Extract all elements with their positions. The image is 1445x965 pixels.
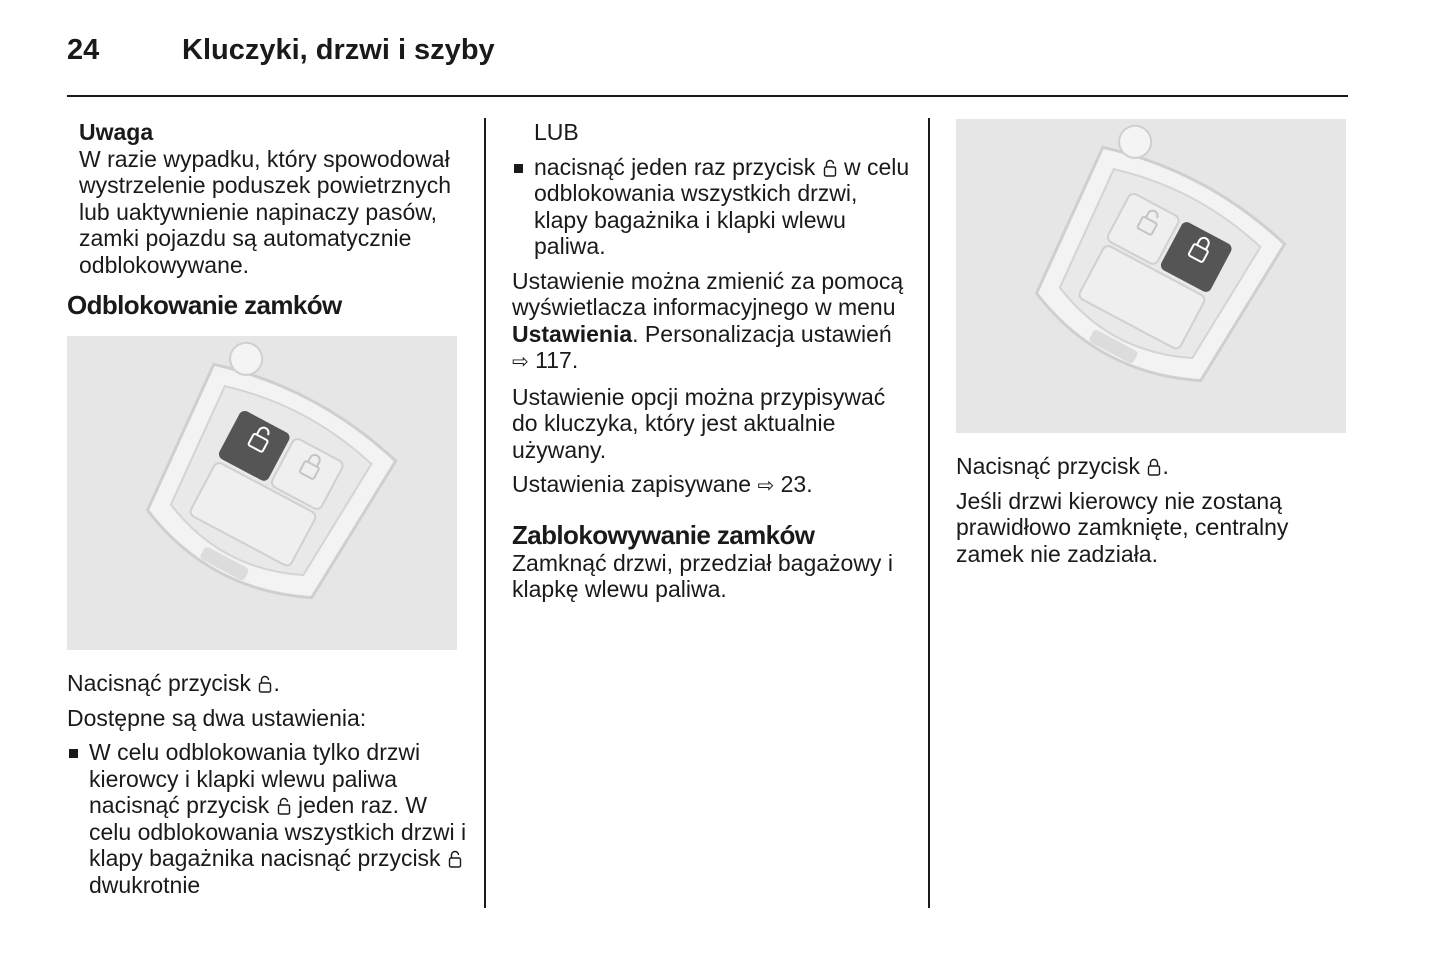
unlock-padlock-icon (258, 675, 272, 693)
bullet-square (514, 164, 523, 173)
unlock-padlock-icon (448, 850, 462, 868)
saved-settings-paragraph (512, 471, 912, 500)
chapter-title: Kluczyki, drzwi i szyby (182, 34, 495, 66)
press-button-text (67, 670, 467, 697)
assign-key-paragraph: Ustawienie opcji można przypisywać do kluczyka, który jest aktualnie używany. (512, 383, 886, 463)
settings-menu-name: Ustawienia (512, 320, 633, 347)
bullet1-part2: jeden raz. W celu odblokowania wszystkich drzwi i klapy bagażnika nacisnąć przycisk (89, 792, 467, 871)
locking-paragraph: Zamknąć drzwi, przedział bagażowy i klapkę wlewu paliwa. (512, 549, 893, 602)
unlock-padlock-icon (277, 797, 291, 815)
bullet-item-2 (512, 154, 912, 260)
column-1-lower (67, 670, 467, 906)
unlock-padlock-icon (823, 159, 837, 177)
press-after: . (273, 670, 280, 696)
lub-text: LUB (534, 119, 579, 145)
p3-end: . (806, 471, 813, 497)
p1-end: . (571, 347, 579, 373)
figure-key-lock (956, 119, 1346, 433)
section-title-unlocking: Odblokowanie zamków (67, 290, 342, 320)
section-title-locking: Zablokowywanie zamków (512, 519, 815, 550)
page-reference-117[interactable]: 117 (535, 347, 572, 373)
note-title: Uwaga (79, 119, 154, 145)
p1-part2: . Personalizacja ustawień (632, 320, 892, 347)
two-settings-text: Dostępne są dwa ustawienia: (67, 704, 367, 731)
p1-part1: Ustawienie można zmienić za pomocą wyświetlacza informacyjnego w menu (512, 267, 904, 320)
page-number: 24 (67, 34, 100, 66)
column-separator-2 (928, 118, 930, 908)
column-1 (67, 119, 467, 320)
driver-door-paragraph: Jeśli drzwi kierowcy nie zostaną prawidłowo zamknięte, centralny zamek nie zadziała. (956, 487, 1289, 567)
bullet-item-1 (67, 739, 467, 898)
column-3 (956, 453, 1346, 575)
bullet2-part1: nacisnąć jeden raz przycisk (534, 153, 822, 180)
settings-paragraph (512, 268, 912, 376)
bullet1-part3: dwukrotnie (89, 871, 201, 898)
bullet-square (69, 749, 78, 758)
page-reference-23[interactable]: 23 (780, 471, 807, 497)
note-block (67, 119, 467, 278)
p3-part1: Ustawienia zapisywane (512, 471, 758, 497)
figure-key-unlock (67, 336, 457, 650)
press-after: . (1162, 453, 1169, 479)
lock-padlock-icon (1147, 458, 1161, 476)
press-before: Nacisnąć przycisk (956, 453, 1147, 479)
column-2 (512, 119, 912, 611)
reference-arrow-icon: ⇨ (757, 475, 775, 497)
column-separator-1 (484, 118, 486, 908)
header-rule (67, 95, 1348, 97)
bullet1-part1: W celu odblokowania tylko drzwi kierowcy i klapki wlewu paliwa nacisnąć przycisk (89, 739, 421, 818)
press-before: Nacisnąć przycisk (67, 670, 258, 696)
bullet2-part2: w celu odblokowania wszystkich drzwi, klapy bagażnika i klapki wlewu paliwa. (534, 153, 910, 259)
note-text: W razie wypadku, który spowodował wystrzelenie poduszek powietrznych lub uaktywnienie napinaczy pasów, zamki pojazdu są automatycznie odblokowywane. (79, 145, 452, 278)
press-lock-text (956, 453, 1346, 480)
reference-arrow-icon: ⇨ (512, 351, 529, 373)
